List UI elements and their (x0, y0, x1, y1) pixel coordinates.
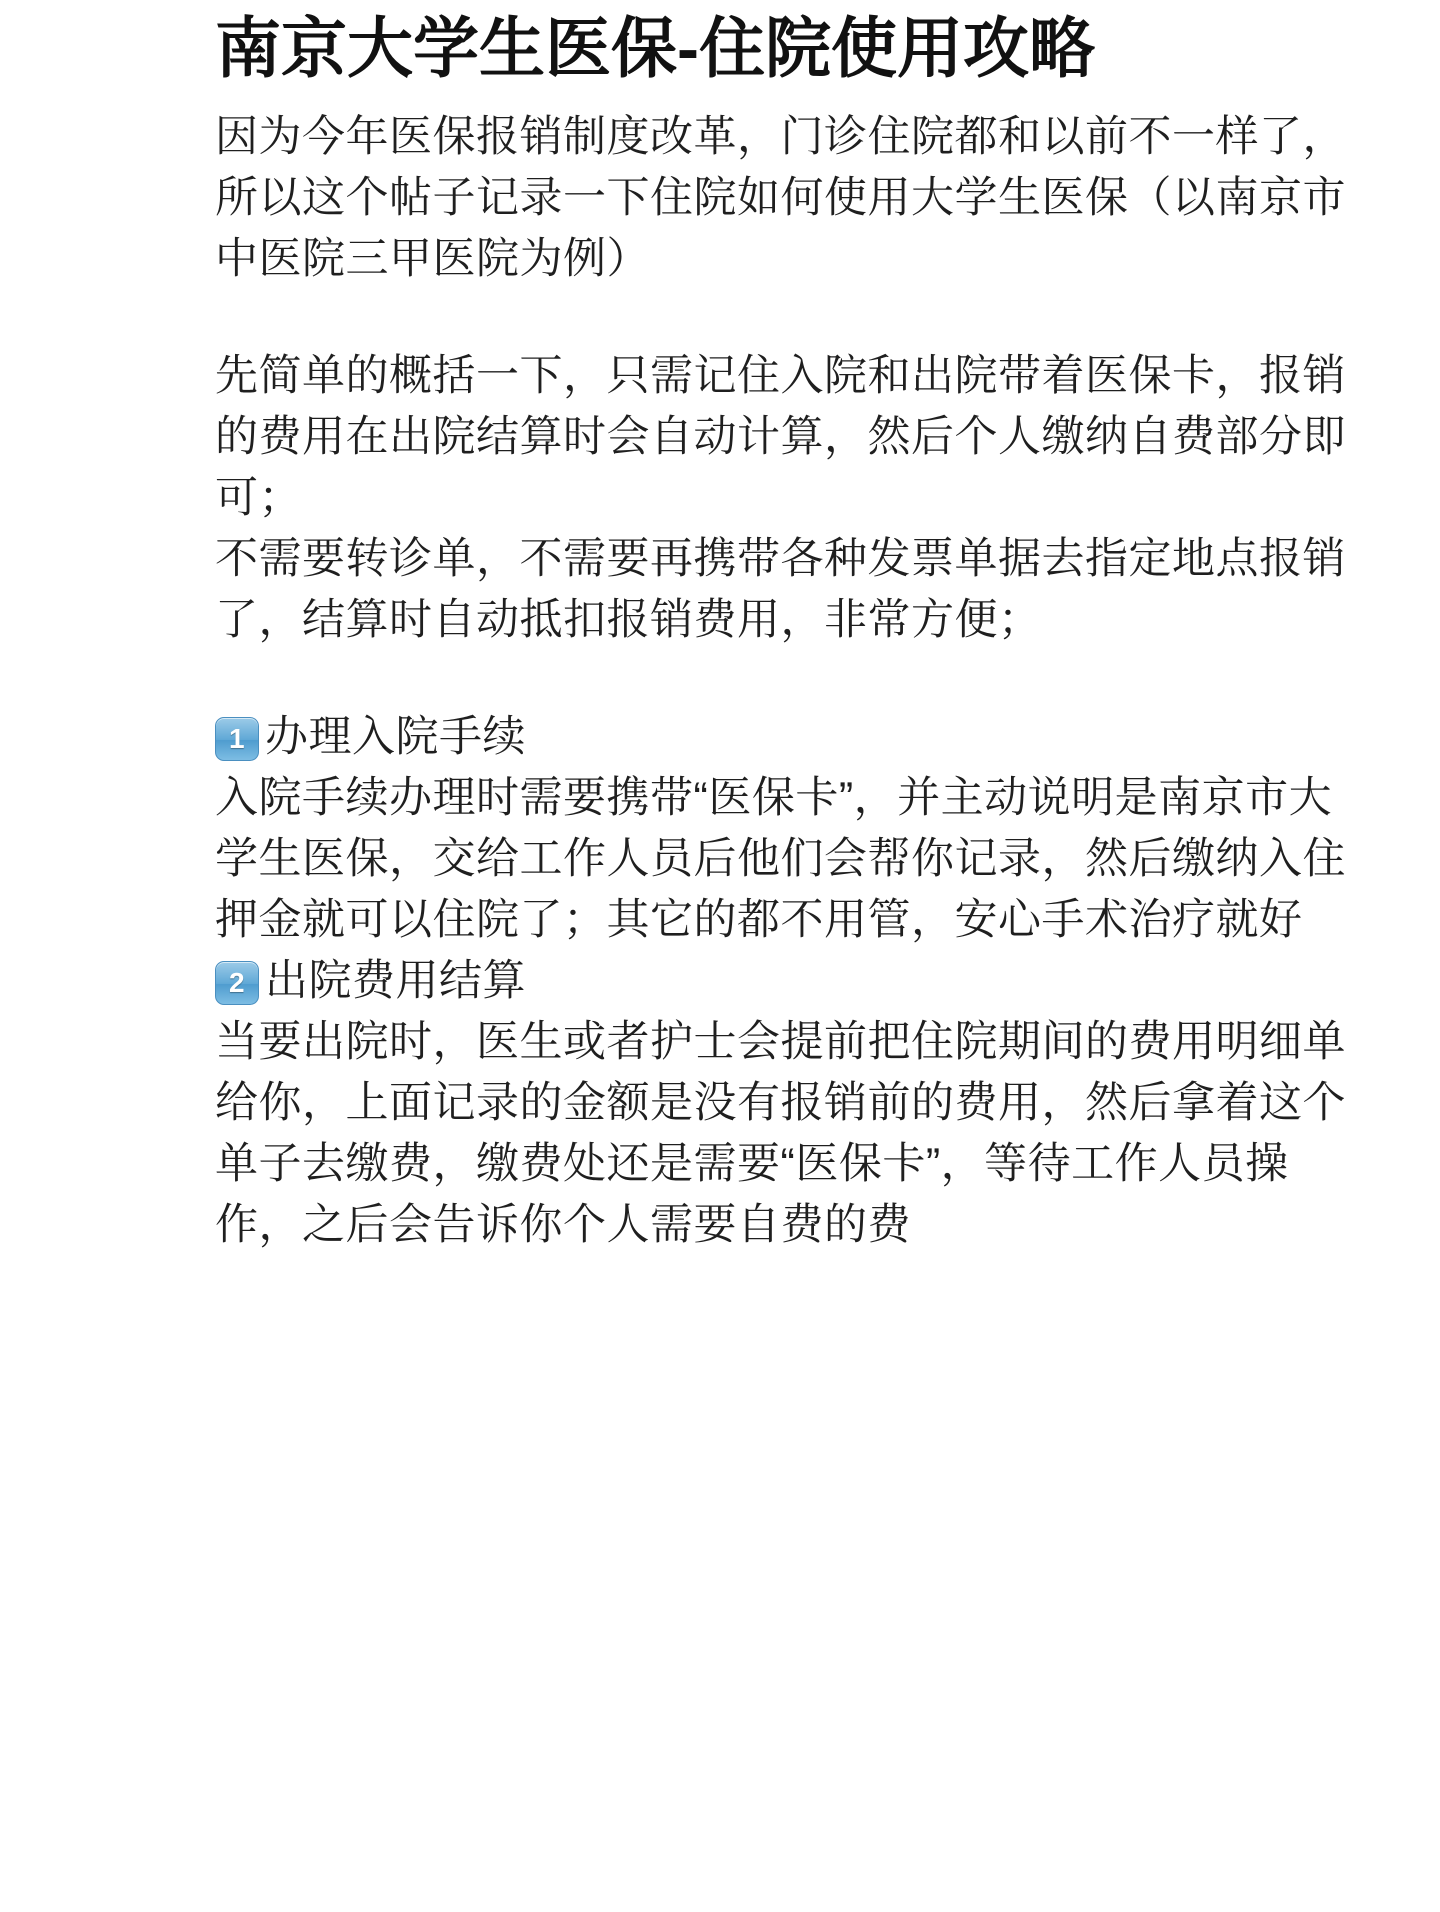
spacer (215, 290, 1352, 346)
section-heading-1 (215, 707, 1352, 768)
section-heading-label: 办理入院手续 (265, 712, 526, 761)
spacer (215, 651, 1352, 707)
number-two-icon: 2 (215, 961, 259, 1005)
section-body-1: 入院手续办理时需要携带“医保卡”，并主动说明是南京市大学生医保，交给工作人员后他们会帮你记录，然后缴纳入住押金就可以住院了；其它的都不用管，安心手术治疗就好 (215, 773, 1346, 945)
summary-paragraph-1: 先简单的概括一下，只需记住入院和出院带着医保卡，报销的费用在出院结算时会自动计算，然后个人缴纳自费部分即可； (215, 351, 1346, 522)
section-heading-2 (215, 951, 1352, 1012)
summary-paragraph-2: 不需要转诊单，不需要再携带各种发票单据去指定地点报销了，结算时自动抵扣报销费用，非常方便； (215, 534, 1346, 644)
section-heading-label: 出院费用结算 (265, 957, 526, 1006)
intro-paragraph: 因为今年医保报销制度改革，门诊住院都和以前不一样了，所以这个帖子记录一下住院如何使用大学生医保（以南京市中医院三甲医院为例） (215, 112, 1346, 283)
section-body-2: 当要出院时，医生或者护士会提前把住院期间的费用明细单给你，上面记录的金额是没有报销前的费用，然后拿着这个单子去缴费，缴费处还是需要“医保卡”，等待工作人员操作，之后会告诉你个人需要自费的费 (215, 1018, 1346, 1250)
page-title: 南京大学生医保-住院使用攻略 (215, 11, 1095, 85)
number-one-icon: 1 (215, 717, 259, 761)
